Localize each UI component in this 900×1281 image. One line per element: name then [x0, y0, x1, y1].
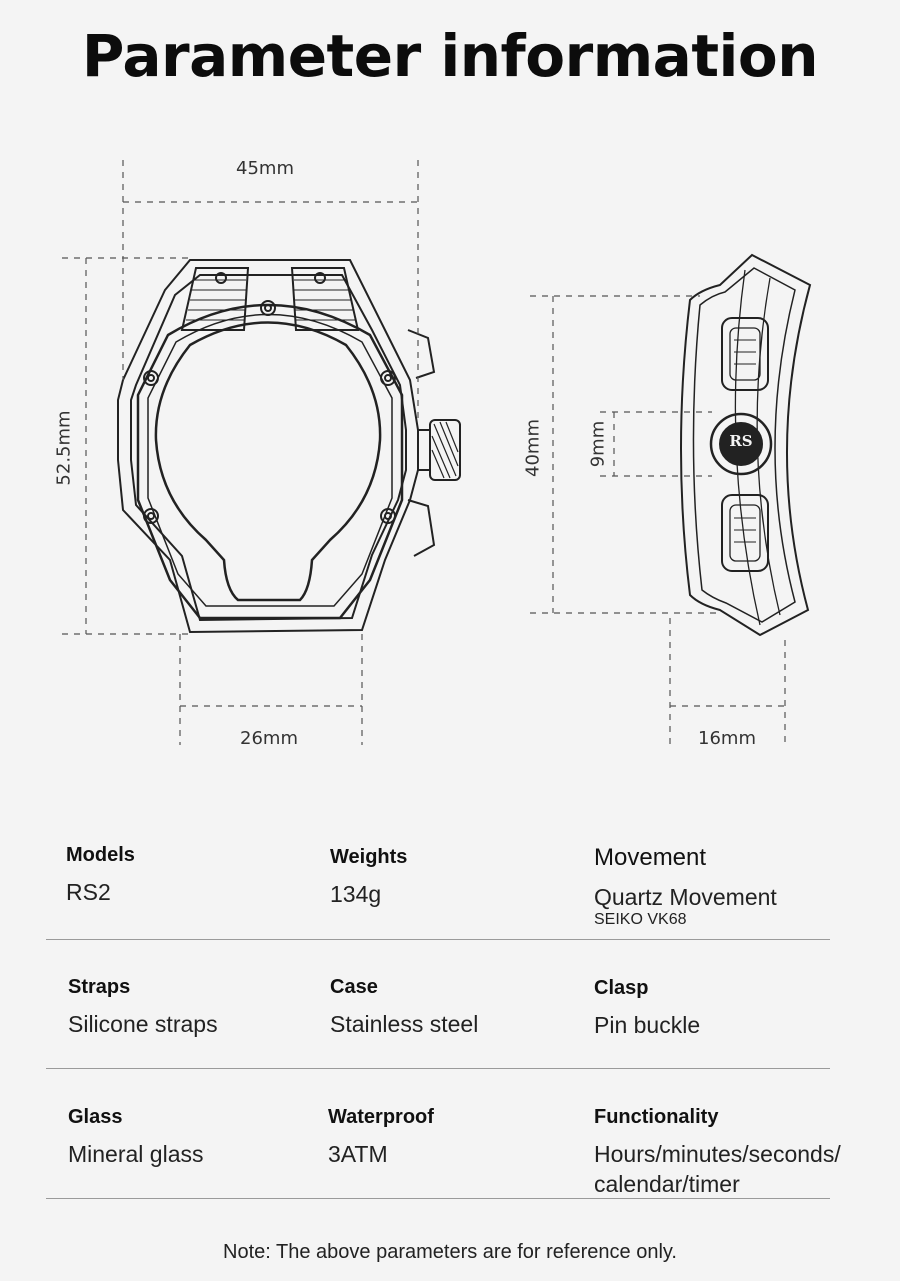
spec-movement: Movement Quartz Movement SEIKO VK68 [594, 844, 777, 928]
dimension-lines [62, 160, 785, 745]
spec-waterproof: Waterproof 3ATM [328, 1106, 434, 1167]
divider [46, 1068, 830, 1069]
spec-clasp: Clasp Pin buckle [594, 977, 701, 1038]
movement-model: SEIKO VK68 [594, 911, 687, 928]
page-title: Parameter information [81, 22, 819, 90]
spec-case: Case Stainless steel [330, 976, 479, 1037]
dimension-width-label: 45mm [236, 158, 294, 179]
dimension-crown-height-label: 9mm [587, 420, 609, 468]
dimension-thickness-label: 16mm [698, 728, 756, 749]
spec-models: Models RS2 [66, 844, 135, 905]
spec-glass: Glass Mineral glass [68, 1106, 204, 1167]
spec-weights: Weights 134g [330, 846, 408, 907]
dimension-strap-width-label: 26mm [240, 728, 298, 749]
divider [46, 939, 830, 940]
dimension-height-label: 52.5mm [53, 410, 75, 486]
disclaimer-note: Note: The above parameters are for reference only. [223, 1241, 677, 1263]
divider [46, 1198, 830, 1199]
dimension-side-height-label: 40mm [522, 419, 544, 477]
spec-straps: Straps Silicone straps [68, 976, 218, 1037]
front-view-case-outline [118, 260, 460, 632]
spec-functionality: Functionality Hours/minutes/seconds/ calendar/timer [594, 1106, 841, 1197]
crown-logo: RS [729, 432, 753, 450]
